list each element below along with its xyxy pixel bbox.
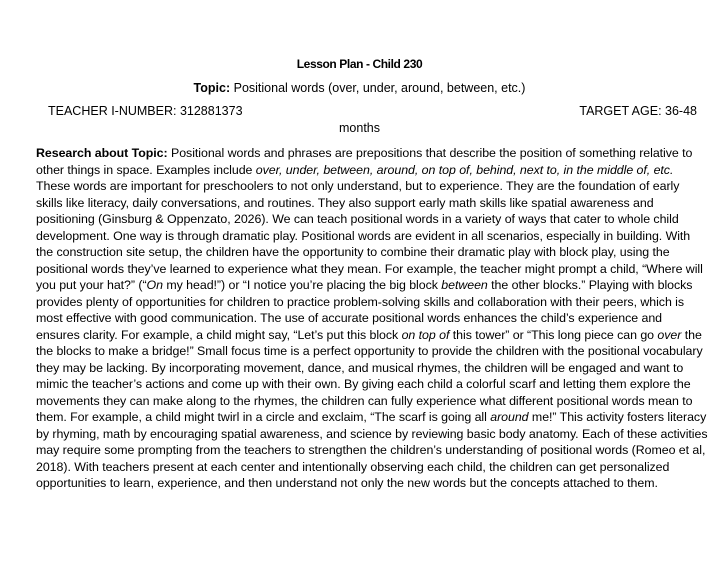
research-segment-italic: over, under, between, around, on top of, behind, next to, in the middle of, etc. (255, 162, 674, 177)
research-segment: this tower” or “This long piece can go (449, 327, 658, 342)
topic-line (0, 81, 719, 95)
research-segment: These words are important for preschoolers to not only understand, but to experience. They are the foundation of early skills like literacy, daily conversations, and routines. They also support early math skills like spatial awareness and positioning (Ginsburg & Oppenzato, 2026). We can teach positional words in a variety of ways that cater to whole child development. One way is through dramatic play. Positional words are evident in all scenarios, especially in building. With the construction site setup, the children have the opportunity to combine their dramatic play with block play, using the positional words they’ve learned to experience what they mean. For example, the teacher might prompt a child, “Where will you put your hat?” (“ (36, 179, 703, 292)
research-segment-italic: over (657, 327, 682, 342)
research-segment: the other blocks.” Playing with blocks provides plenty of opportunities for children to practice problem-solving skills and collaboration with their peers, which is most effective with good communication. The use of accurate positional words enhances the child’s experience and ensures clarity. For example, a child might say, “Let’s put this block (36, 278, 693, 342)
research-segment-italic: between (441, 278, 488, 292)
research-segment-italic: on top of (401, 327, 450, 342)
research-segment: the the blocks to make a bridge!” Small focus time is a perfect opportunity to provide the children with the positional vocabulary they may be lacking. By incorporating movement, dance, and musical rhymes, the children will be engaged and want to mimic the teacher’s actions and come up with their own. By giving each child a colorful scarf and letting them explore the movements they can make along to the rhymes, the children can fully experience what different positional words mean to them. For example, a child might twirl in a circle and exclaim, “The scarf is going all (36, 327, 703, 424)
research-segment: Positional words and phrases are prepositions that describe the position of something relative to other things in space. Examples include (36, 146, 693, 177)
research-segment-italic: around (490, 410, 529, 424)
research-segment: my head!”) or “I notice you’re placing the big block (162, 278, 442, 292)
research-segment-italic: On (146, 278, 163, 292)
target-age-unit: months (339, 121, 380, 135)
target-age: TARGET AGE: 36-48 (579, 104, 697, 118)
research-label: Research about Topic: (36, 146, 168, 160)
topic-label: Topic: (193, 81, 231, 95)
document-title: Lesson Plan - Child 230 (296, 57, 423, 71)
teacher-inumber: TEACHER I-NUMBER: 312881373 (48, 104, 243, 118)
research-paragraph (36, 145, 708, 492)
research-segment: me!” This activity fosters literacy by rhyming, math by encouraging spatial awareness, and science by reviewing basic body anatomy. Each of these activities may require some prompting from the teachers to strengthen the children’s understanding of positional words (Romeo et al, 2018). With teachers present at each center and intentionally observing each child, the children can get personalized opportunities to learn, experience, and then understand not only the new words but the concepts attached to them. (36, 410, 708, 490)
topic-value: Positional words (over, under, around, between, etc.) (233, 81, 526, 95)
